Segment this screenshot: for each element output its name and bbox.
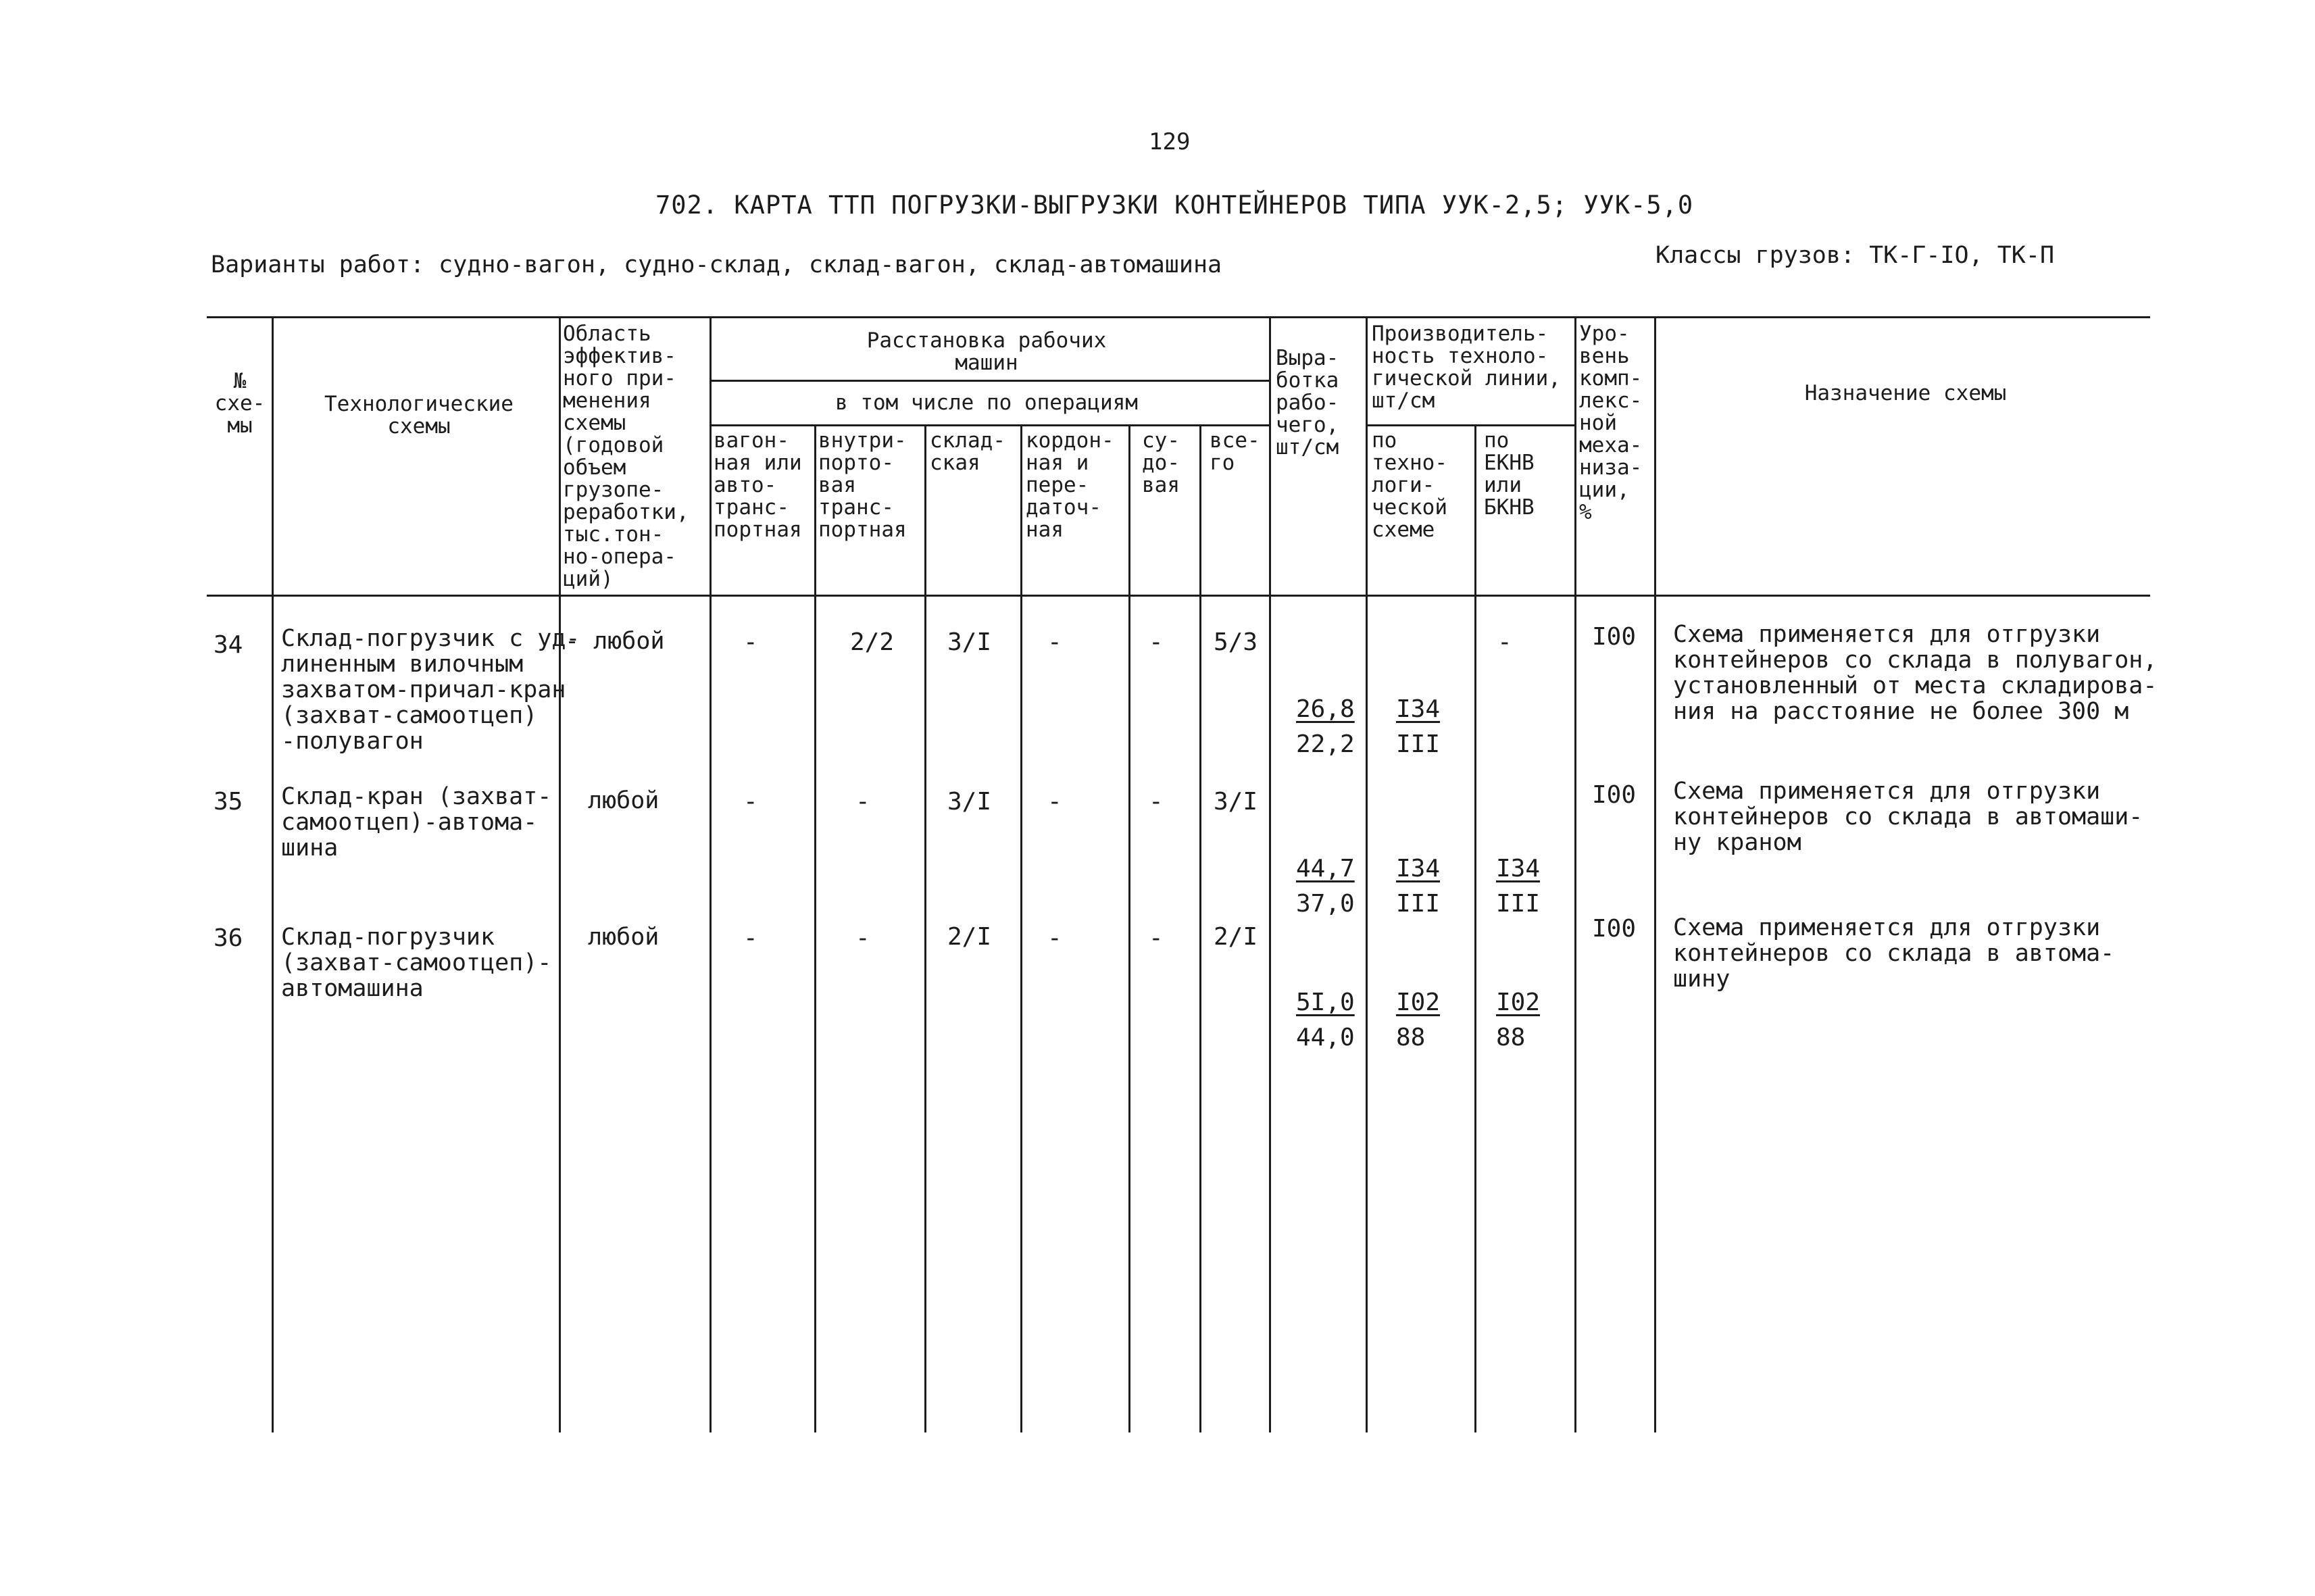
row-purpose: Схема применяется для отгрузки контейнеров со склада в полувагон, установленный от места складирова- ния на расстояние не более 300 м: [1673, 621, 2158, 725]
header-worker-output: Выра- ботка рабо- чего, шт/см: [1276, 346, 1339, 459]
row-op-ship: -: [1149, 788, 1164, 816]
row-prod-by-scheme: I34 III: [1396, 855, 1441, 918]
row-area: любой: [588, 924, 659, 951]
row-scheme: Склад-погрузчик (захват-самоотцеп)- автомашина: [281, 924, 552, 1002]
page-number: 129: [1149, 128, 1191, 155]
header-op-ship: су- до- вая: [1142, 428, 1180, 497]
row-mechanization: I00: [1592, 781, 1637, 809]
row-op-internal: 2/2: [850, 628, 895, 656]
row-op-cordon: -: [1047, 788, 1062, 816]
row-prod-by-ekhnv: I34 III: [1496, 855, 1541, 918]
row-number: 36: [214, 924, 243, 952]
row-op-ship: -: [1149, 628, 1164, 656]
header-op-total: все- го: [1210, 428, 1260, 475]
header-technological-schemes: Технологические схемы: [324, 392, 514, 439]
header-op-cordon: кордон- ная и пере- даточ- ная: [1026, 428, 1114, 542]
row-op-total: 2/I: [1214, 923, 1258, 951]
row-op-warehouse: 2/I: [947, 923, 992, 951]
row-scheme: Склад-кран (захват- самоотцеп)-автома- шина: [281, 783, 552, 862]
row-number: 34: [214, 631, 243, 659]
row-op-total: 3/I: [1214, 788, 1258, 816]
header-machine-placement: Расстановка рабочих машин: [866, 328, 1107, 375]
row-op-total: 5/3: [1214, 628, 1258, 656]
page-title: 702. КАРТА ТТП ПОГРУЗКИ-ВЫГРУЗКИ КОНТЕЙНЕРОВ ТИПА УУК-2,5; УУК-5,0: [655, 191, 1694, 220]
header-scheme-purpose: Назначение схемы: [1804, 381, 2007, 405]
row-op-cordon: -: [1047, 924, 1062, 952]
header-op-wagon: вагон- ная или авто- транс- портная: [714, 428, 802, 542]
row-op-wagon: -: [743, 924, 758, 952]
header-scheme-number: № схе- мы: [214, 369, 266, 438]
row-worker-output: $\frac{5I,0}{44,0}$: [1296, 989, 1355, 1051]
header-op-warehouse: склад- ская: [930, 428, 1005, 475]
header-prod-by-scheme: по техно- логи- ческой схеме: [1372, 428, 1447, 542]
row-worker-output: $\frac{44,7}{37,0}$: [1296, 855, 1355, 918]
row-op-internal: -: [855, 924, 870, 952]
row-prod-by-scheme: I34 III: [1396, 695, 1441, 758]
row-prod-by-ekhnv: $\frac{I02}{88}$: [1496, 989, 1541, 1051]
row-mechanization: I00: [1592, 623, 1637, 651]
row-scheme: Склад-погрузчик с уд- линенным вилочным захватом-причал-кран (захват-самоотцеп) -полувагон: [281, 625, 580, 755]
row-op-warehouse: 3/I: [947, 628, 992, 656]
row-number: 35: [214, 788, 243, 816]
header-mechanization-level: Уро- вень комп- лекс- ной меха- низа- ции, %: [1579, 322, 1643, 524]
row-mechanization: I00: [1592, 915, 1637, 943]
work-variants: Варианты работ: судно-вагон, судно-склад, склад-вагон, склад-автомашина: [211, 251, 1222, 278]
row-op-warehouse: 3/I: [947, 788, 992, 816]
row-area: - любой: [565, 628, 665, 655]
header-op-internal: внутри- порто- вая транс- портная: [818, 428, 907, 542]
row-op-cordon: -: [1047, 628, 1062, 656]
row-op-internal: -: [855, 788, 870, 816]
row-purpose: Схема применяется для отгрузки контейнеров со склада в автомаши- ну краном: [1673, 778, 2143, 856]
row-area: любой: [588, 787, 659, 814]
header-including-operations: в том числе по операциям: [835, 391, 1138, 415]
row-prod-by-scheme: $\frac{I02}{88}$: [1396, 989, 1441, 1051]
cargo-classes: Классы грузов: ТК-Г-IO, ТК-П: [1656, 242, 2055, 269]
row-prod-by-ekhnv: -: [1497, 628, 1512, 656]
row-purpose: Схема применяется для отгрузки контейнеров со склада в автома- шину: [1673, 914, 2115, 993]
header-prod-by-ekhnv: по ЕКНВ или БКНВ: [1484, 428, 1535, 520]
row-op-wagon: -: [743, 628, 758, 656]
header-line-productivity: Производитель- ность техноло- гической линии, шт/см: [1372, 322, 1561, 413]
row-op-wagon: -: [743, 788, 758, 816]
header-application-area: Область эффектив- ного при- менения схемы (годовой объем грузопе- реработки, тыс.тон- но-опера- ций): [563, 322, 689, 591]
row-worker-output: $\frac{26,8}{22,2}$: [1296, 695, 1355, 758]
row-op-ship: -: [1149, 924, 1164, 952]
